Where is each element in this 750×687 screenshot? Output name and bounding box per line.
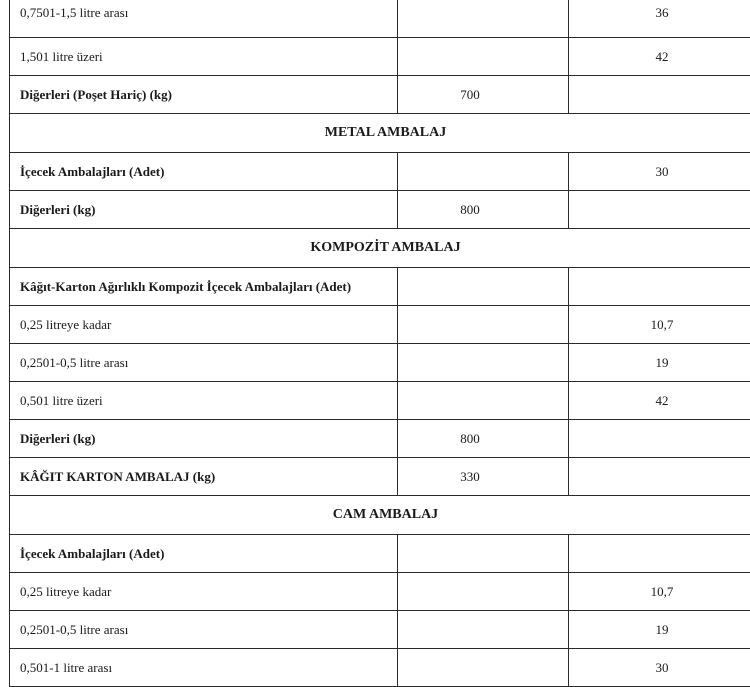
item-label: 0,2501-0,5 litre arası xyxy=(10,611,398,649)
unit-fee-value xyxy=(569,76,750,114)
item-label: 0,501 litre üzeri xyxy=(10,382,398,420)
unit-fee-value: 30 xyxy=(569,649,750,687)
item-label: 0,7501-1,5 litre arası xyxy=(10,0,398,38)
section-title: METAL AMBALAJ xyxy=(10,114,750,153)
unit-fee-value: 42 xyxy=(569,382,750,420)
section-header-row xyxy=(10,496,750,535)
section-title: CAM AMBALAJ xyxy=(10,496,750,535)
item-label: 0,2501-0,5 litre arası xyxy=(10,344,398,382)
weight-fee-value xyxy=(398,382,569,420)
table-body xyxy=(10,0,750,687)
table-row xyxy=(10,458,750,496)
unit-fee-value xyxy=(569,420,750,458)
table-row xyxy=(10,649,750,687)
table-row xyxy=(10,535,750,573)
weight-fee-value xyxy=(398,344,569,382)
packaging-fee-table xyxy=(9,0,750,687)
unit-fee-value xyxy=(569,535,750,573)
weight-fee-value xyxy=(398,0,569,38)
section-header-row xyxy=(10,229,750,268)
item-label: 0,25 litreye kadar xyxy=(10,573,398,611)
section-title: KOMPOZİT AMBALAJ xyxy=(10,229,750,268)
item-label: İçecek Ambalajları (Adet) xyxy=(10,535,398,573)
weight-fee-value xyxy=(398,649,569,687)
table-row xyxy=(10,611,750,649)
weight-fee-value: 330 xyxy=(398,458,569,496)
table-row xyxy=(10,573,750,611)
unit-fee-value: 42 xyxy=(569,38,750,76)
table-row xyxy=(10,420,750,458)
weight-fee-value xyxy=(398,153,569,191)
item-label: İçecek Ambalajları (Adet) xyxy=(10,153,398,191)
table-row xyxy=(10,382,750,420)
weight-fee-value: 700 xyxy=(398,76,569,114)
unit-fee-value: 10,7 xyxy=(569,306,750,344)
table-row xyxy=(10,344,750,382)
table-row xyxy=(10,38,750,76)
table-row xyxy=(10,153,750,191)
section-header-row xyxy=(10,114,750,153)
unit-fee-value: 19 xyxy=(569,611,750,649)
item-label: Diğerleri (kg) xyxy=(10,420,398,458)
weight-fee-value xyxy=(398,306,569,344)
unit-fee-value: 30 xyxy=(569,153,750,191)
unit-fee-value: 36 xyxy=(569,0,750,38)
weight-fee-value xyxy=(398,573,569,611)
weight-fee-value xyxy=(398,611,569,649)
item-label: Diğerleri (Poşet Hariç) (kg) xyxy=(10,76,398,114)
weight-fee-value xyxy=(398,38,569,76)
item-label: Diğerleri (kg) xyxy=(10,191,398,229)
unit-fee-value xyxy=(569,268,750,306)
table-row xyxy=(10,191,750,229)
unit-fee-value: 10,7 xyxy=(569,573,750,611)
table-row xyxy=(10,268,750,306)
weight-fee-value: 800 xyxy=(398,420,569,458)
table-row xyxy=(10,0,750,38)
unit-fee-value xyxy=(569,191,750,229)
item-label: 0,501-1 litre arası xyxy=(10,649,398,687)
table-row xyxy=(10,76,750,114)
weight-fee-value xyxy=(398,535,569,573)
item-label: 1,501 litre üzeri xyxy=(10,38,398,76)
unit-fee-value xyxy=(569,458,750,496)
unit-fee-value: 19 xyxy=(569,344,750,382)
item-label: Kâğıt-Karton Ağırlıklı Kompozit İçecek Ambalajları (Adet) xyxy=(10,268,398,306)
weight-fee-value: 800 xyxy=(398,191,569,229)
item-label: KÂĞIT KARTON AMBALAJ (kg) xyxy=(10,458,398,496)
weight-fee-value xyxy=(398,268,569,306)
table-row xyxy=(10,306,750,344)
item-label: 0,25 litreye kadar xyxy=(10,306,398,344)
